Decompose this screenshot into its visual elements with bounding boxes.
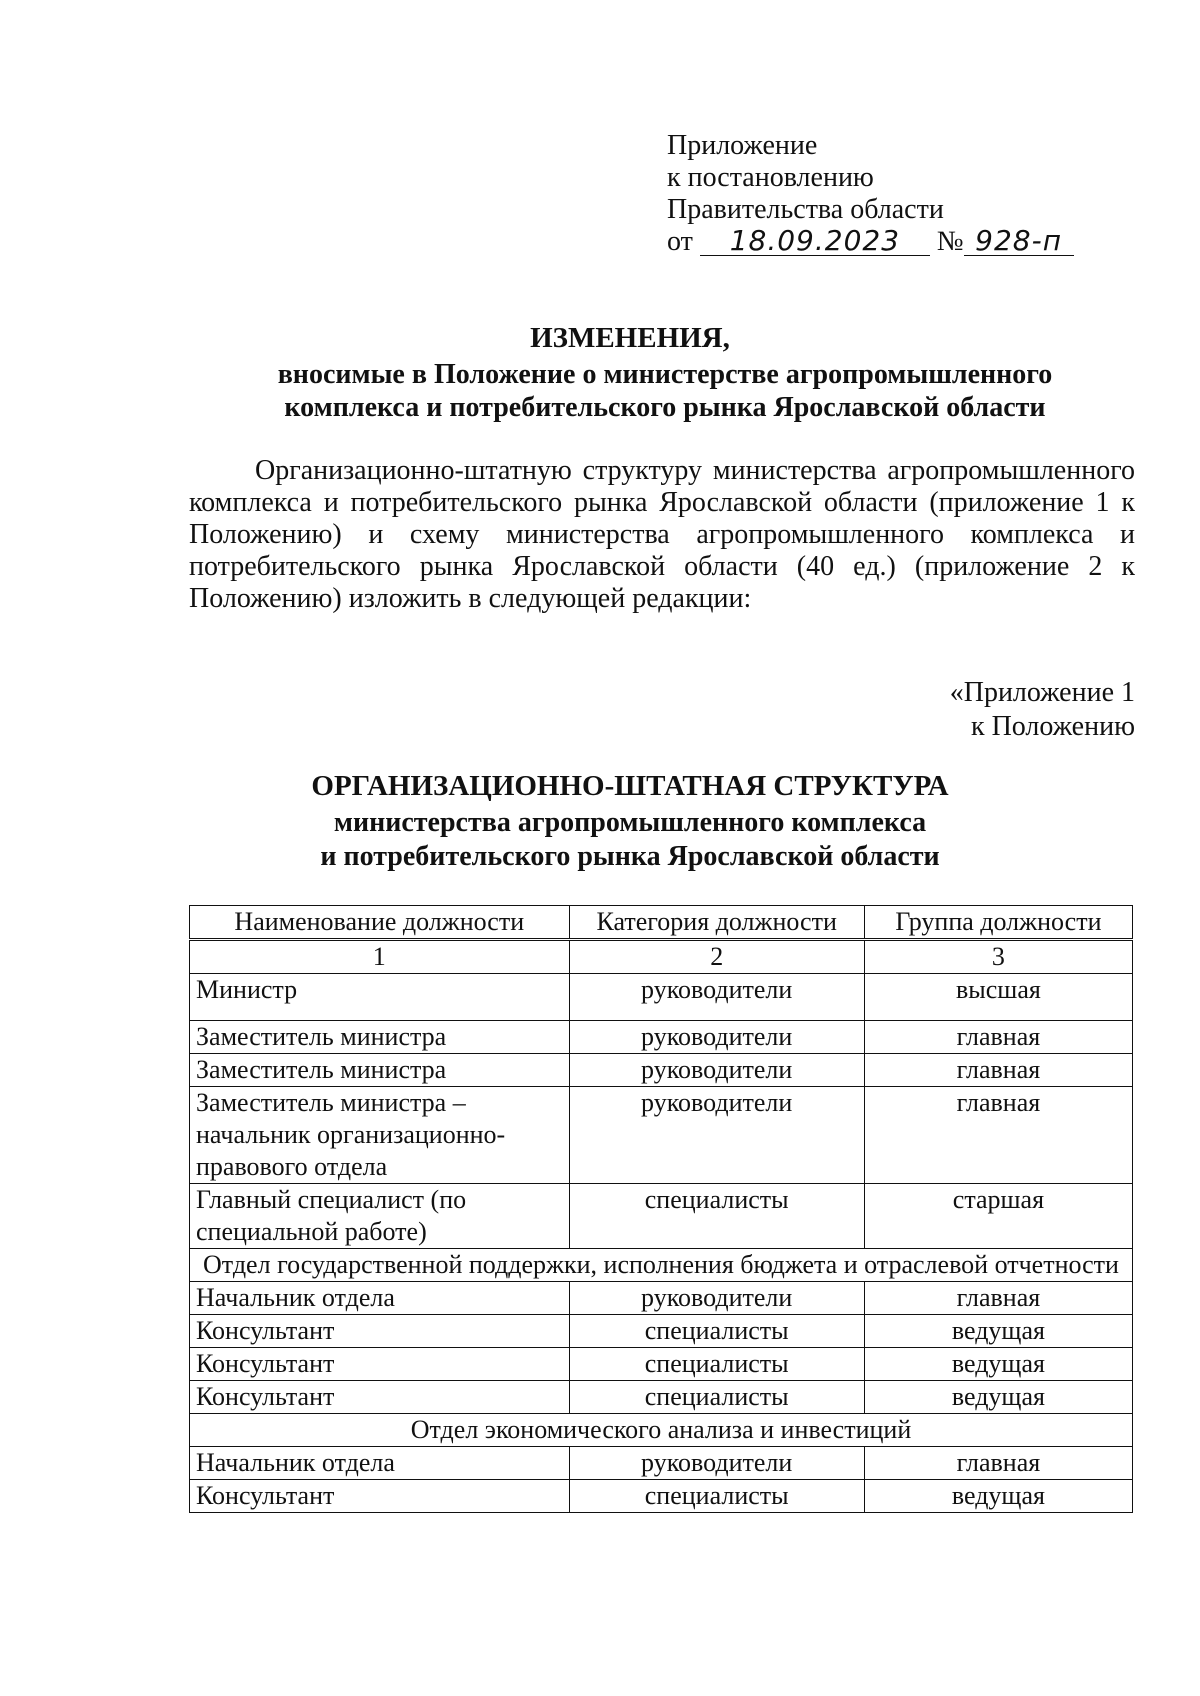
header-group: Группа должности xyxy=(864,906,1132,940)
table-row xyxy=(190,1184,1133,1249)
annex-reference xyxy=(950,676,1135,744)
structure-subtitle xyxy=(0,806,1200,874)
position-name: Министр xyxy=(190,974,570,1021)
position-group: ведущая xyxy=(864,1315,1132,1348)
table-row xyxy=(190,1480,1133,1513)
table-row xyxy=(190,1054,1133,1087)
changes-subtitle-line1: вносимые в Положение о министерстве агропромышленного xyxy=(277,359,1053,390)
header-position-name: Наименование должности xyxy=(190,906,570,940)
column-number-3: 3 xyxy=(864,940,1132,974)
position-category: руководители xyxy=(569,974,864,1021)
position-group: главная xyxy=(864,1447,1132,1480)
position-name: Консультант xyxy=(190,1381,570,1414)
number-prefix: № xyxy=(936,226,964,257)
position-category: специалисты xyxy=(569,1315,864,1348)
number-value: 928-п xyxy=(975,224,1063,257)
date-prefix: от xyxy=(667,226,693,257)
position-group: высшая xyxy=(864,974,1132,1021)
position-category: специалисты xyxy=(569,1184,864,1249)
position-group: главная xyxy=(864,1054,1132,1087)
column-number-1: 1 xyxy=(190,940,570,974)
structure-title: ОРГАНИЗАЦИОННО-ШТАТНАЯ СТРУКТУРА xyxy=(311,770,949,802)
table-row xyxy=(190,1315,1133,1348)
appendix-line3: Правительства области xyxy=(667,194,944,225)
position-group: главная xyxy=(864,1282,1132,1315)
position-group: старшая xyxy=(864,1184,1132,1249)
position-name: Заместитель министра – начальник организационно-правового отдела xyxy=(190,1087,570,1184)
changes-subtitle-line2: комплекса и потребительского рынка Ярославской области xyxy=(284,392,1046,423)
position-name: Начальник отдела xyxy=(190,1447,570,1480)
appendix-line1: Приложение xyxy=(667,130,818,161)
position-category: специалисты xyxy=(569,1348,864,1381)
structure-subtitle-line3: и потребительского рынка Ярославской области xyxy=(320,841,940,872)
position-category: руководители xyxy=(569,1087,864,1184)
changes-subtitle xyxy=(0,358,1200,424)
position-category: специалисты xyxy=(569,1381,864,1414)
appendix-date-row xyxy=(667,226,1074,258)
section-title: Отдел экономического анализа и инвестиций xyxy=(190,1414,1133,1447)
position-name: Консультант xyxy=(190,1480,570,1513)
table-row xyxy=(190,1021,1133,1054)
position-name: Начальник отдела xyxy=(190,1282,570,1315)
position-name: Заместитель министра xyxy=(190,1054,570,1087)
position-group: главная xyxy=(864,1021,1132,1054)
table-row xyxy=(190,1348,1133,1381)
section-row xyxy=(190,1414,1133,1447)
handwritten-date xyxy=(700,224,930,257)
date-value: 18.09.2023 xyxy=(729,224,901,257)
appendix-block xyxy=(667,130,1074,258)
table-row xyxy=(190,1447,1133,1480)
table-row xyxy=(190,1381,1133,1414)
position-name: Консультант xyxy=(190,1315,570,1348)
position-group: ведущая xyxy=(864,1381,1132,1414)
structure-subtitle-line2: министерства агропромышленного комплекса xyxy=(333,807,927,838)
position-name: Консультант xyxy=(190,1348,570,1381)
position-name: Главный специалист (по специальной работе) xyxy=(190,1184,570,1249)
section-title: Отдел государственной поддержки, исполнения бюджета и отраслевой отчетности xyxy=(190,1249,1133,1282)
handwritten-number xyxy=(964,224,1074,257)
annex-ref-line1: «Приложение 1 xyxy=(949,677,1135,708)
position-category: специалисты xyxy=(569,1480,864,1513)
position-name: Заместитель министра xyxy=(190,1021,570,1054)
header-category: Категория должности xyxy=(569,906,864,940)
body-paragraph: Организационно-штатную структуру министерства агропромышленного комплекса и потребительского рынка Ярославской области (приложение 1 к Положению) и схему министерства агропромышленного комплекса и потребительского рынка Ярославской области (40 ед.) (приложение 2 к Положению) изложить в следующей редакции: xyxy=(189,455,1135,614)
column-number-2: 2 xyxy=(569,940,864,974)
table-header-row xyxy=(190,906,1133,940)
table-row xyxy=(190,1282,1133,1315)
table-row xyxy=(190,1087,1133,1184)
staff-table xyxy=(189,905,1133,1513)
annex-ref-line2: к Положению xyxy=(970,711,1135,742)
table-row xyxy=(190,974,1133,1021)
position-category: руководители xyxy=(569,1282,864,1315)
section-row xyxy=(190,1249,1133,1282)
position-group: ведущая xyxy=(864,1348,1132,1381)
position-group: главная xyxy=(864,1087,1132,1184)
position-category: руководители xyxy=(569,1054,864,1087)
column-number-row xyxy=(190,940,1133,974)
changes-title: ИЗМЕНЕНИЯ, xyxy=(530,322,730,354)
position-category: руководители xyxy=(569,1447,864,1480)
appendix-line2: к постановлению xyxy=(667,162,874,193)
position-category: руководители xyxy=(569,1021,864,1054)
position-group: ведущая xyxy=(864,1480,1132,1513)
